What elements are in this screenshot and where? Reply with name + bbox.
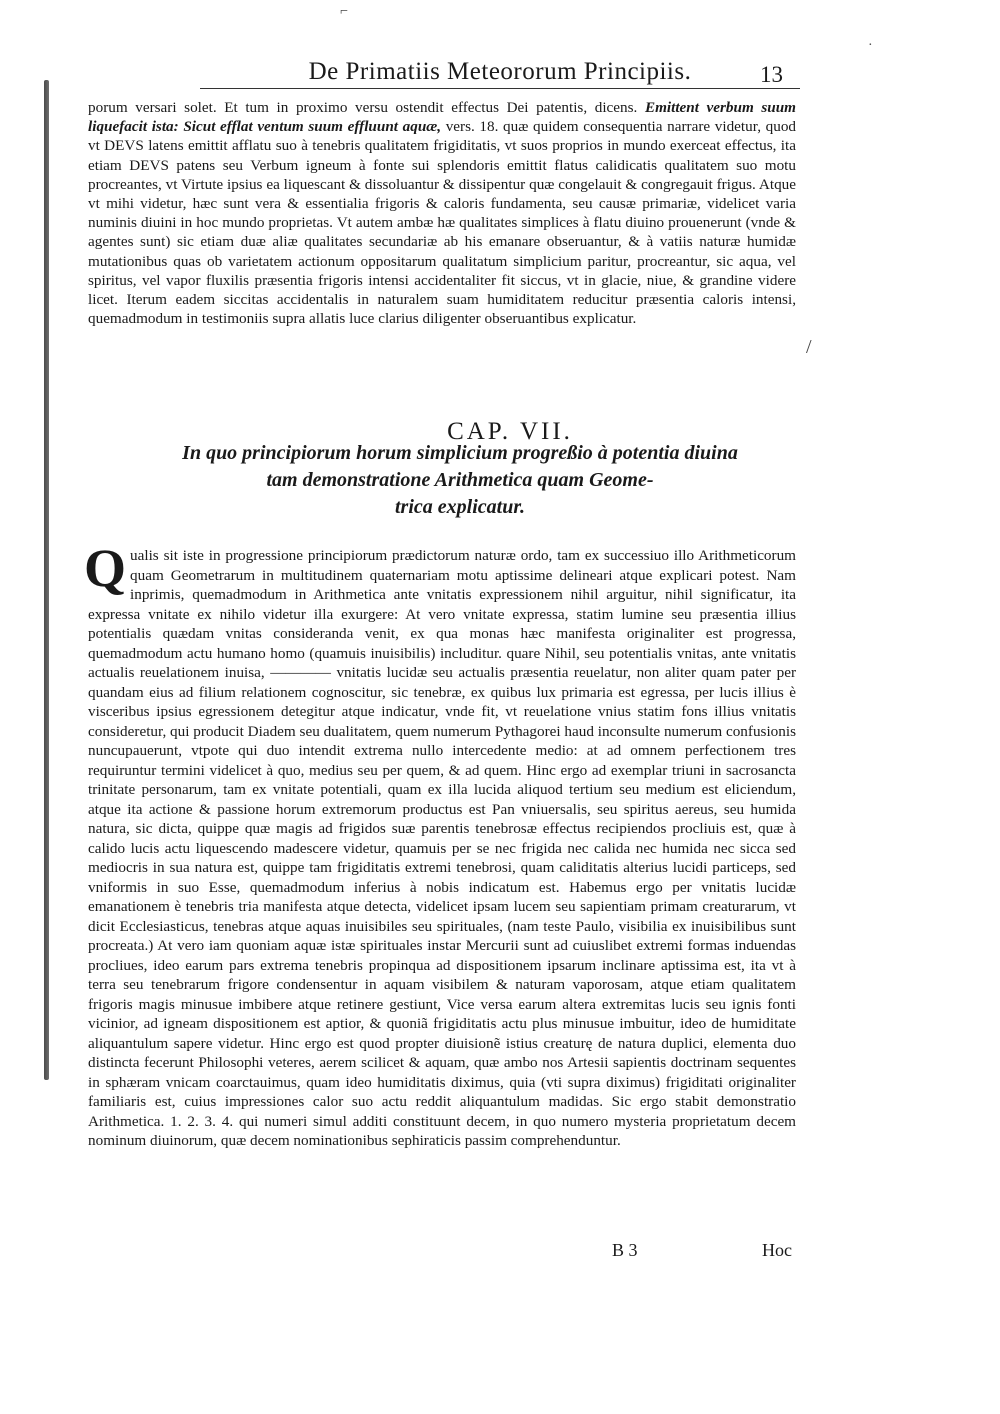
chapter-body	[84, 538, 796, 1151]
page-number: 13	[760, 62, 783, 87]
ink-speck: ·	[868, 38, 873, 53]
drop-capital: Q	[84, 538, 127, 598]
chapter-heading: CAP. VII.	[447, 418, 573, 445]
chapter-body-text: ualis sit iste in progressione principiorum prædictorum naturæ ordo, tam ex successiuo illo Arithmeticorum quam Geometrarum in multitudinem quaternariam motu aptissime delineari atque explicari potest. Nam inprimis, quemadmodum in Arithmetica ante vnitatis expressionem nihil arguitur, nihil significatur, ita expressa vnitate ex nihilo videtur illa exurgere: At vero vnitate expressa, statim lumine seu præsentia illius potentialis quædam vnitas consideranda venit, ex qua monas hæc manifesta originaliter est progressa, quemadmodum actu humano homo (quamuis inuisibilis) includitur. quare Nihil, seu potentialis vnitas, ante vnitatis actualis reuelationem inuisa, ———— vnitatis lucidæ seu actualis præsentia reuelatur, non aliter quam pater per quandam eius ad filium relationem cognoscitur, sic tenebræ, ex quibus lux primaria est egressa, per lucis illius è visceribus ipsius egressionem detegitur atque indicatur, vnde fit, vt reuelatione vnius statim fons illius vnitatis consideretur, qui producit Diadem seu dualitatem, quem numerum Pythagorei haud inconsulte numerum confusionis nuncupauerunt, vtpote qui duo intendit extrema nullo intercedente medio: at ad omnem perfectionem tres requiruntur termini videlicet à quo, medius seu per quem, & ad quem. Hinc ergo ad exemplar triuni in sacrosancta trinitate personarum, tam ex vnitate potentiali, quam ex illa lucida aliquod tertium seu medium est eliciendum, atque ita actione & passione horum extremorum productus est Pan vniuersalis, seu spiritus aereus, seu humida natura, sic dicta, quippe quæ magis ad frigidos suæ parentis tenebrosæ effectus recipiendos procliuis est, quæ à calido lucis actu liquescendo madescere videtur, quamuis per se nec frigida nec calida nec humida nec sicca sed mediocris in sua natura est, quippe tam frigiditatis extremi tenebrosi, quam caliditatis alterius lucidi particeps, sed vniformis in suo Esse, quemadmodum inferius à nobis indicatum est. Habemus ergo per vnitatis lucidæ emanationem è tenebris tria manifesta atque detecta, videlicet ipsam lucem seu sapientiam primam creaturarum, vt dicit Ecclesiasticus, tenebras atque aquas inuisibiles seu spirituales, (nam teste Paulo, visibilia ex inuisibilibus sunt procreata.) At vero iam quoniam aquæ istæ spirituales instar Mercurii sunt ad cuiuslibet extremi formas induendas procliues, ideo earum pars extrema tenebris propinqua ad dispositionem ipsarum inclinare aptissima est, ita vt à terra seu tenebrarum frigore condensentur in aquam visibilem & naturam vaporosam, atque etiam qualitatem frigoris magis minusue imbibere atque retinere gestiunt, Vice versa earum altera extremitas lucis seu ignis fonti vicinior, ad igneam dispositionem est aptior, & quoniã frigiditatis actu plus minusue imbuitur, ideo de humiditate aliquantulum sapere videtur. Hinc ergo est quod propter diuisionẽ istius creaturę de natura duplici, elementa duo distincta fecerunt Philosophi veteres, aerem scilicet & aquam, quæ ambo nos Artesii sapientis doctrinam sequentes in sphæram vnicam coarctauimus, quam ideo humiditatis diximus, quia (vti supra diximus) frigiditati originaliter familiaris est, cuius impressiones calor suo actu reddit aliquantulum madidas. Sic ergo stabit demonstratio Arithmetica. 1. 2. 3. 4. qui numeri simul additi constituunt decem, in quo numero mysteria proprietatum decem nominum diuinorum, quæ decem nominationibus sephiraticis passim comprehenduntur.	[88, 547, 796, 1149]
ink-speck: /	[806, 336, 812, 358]
subtitle-line: trica explicatur.	[395, 496, 525, 518]
subtitle-line: tam demonstratione Arithmetica quam Geome-	[266, 469, 654, 491]
subtitle-line: In quo principiorum horum simplicium progreßio à potentia diuina	[182, 442, 738, 464]
scripture-quote: Emittent verbum suum liquefacit ista: Sicut efflat ventum suum effluunt aquæ,	[88, 99, 796, 136]
running-title: De Primatiis Meteororum Principiis.	[200, 58, 800, 89]
paragraph-continued: porum versari solet. Et tum in proximo versu ostendit effectus Dei patentis, dicens. Emittent verbum suum liquefacit ista: Sicut efflat ventum suum effluunt aquæ, vers. 18. quæ quidem consequentia narrare videtur, quod vt DEVS latens emittit afflatu suo à tenebris qualitatem frigiditatis, vt suos proprios in mundo exerceat effectus, ita etiam DEVS patens seu Verbum igneum à fonte sui splendoris emittit flatus calidicatis qualitatem suo motu procreantes, vt Virtute ipsius ea liquescant & dissoluantur & dissipentur quæ congelauit & congregauit frigus. Atque vt mihi videtur, hæc sunt vera & essentialia frigoris & caloris fundamenta, seu causæ primariæ, videlicet varia numinis diuini in hoc mundo proprietas. Vt autem ambæ hæ qualitates simplices à flatu diuino prouenerunt (vnde & agentes sunt) sic etiam duæ aliæ qualitates secundariæ ab his emanare obseruantur, & à vatiis naturæ humidæ mutationibus quas ob varietatem actionum oppositarum qualitatum simplicium paritur, procreantur, sic aqua, vel spiritus, vel vapor fluxilis præsentia frigoris intensi accidentaliter fit siccus, vt in glacie, niue, & grandine videre licet. Iterum eadem siccitas accidentalis in naturalem suam humiditatem reducitur præsentia caloris intensi, quemadmodum in testimoniis supra allatis luce clarius diligenter obseruantibus explicatur.	[88, 99, 797, 328]
chapter-subtitle	[140, 440, 780, 521]
ink-speck: ⌐	[340, 4, 348, 19]
page-footer	[0, 1240, 1000, 1264]
binding-shadow	[44, 80, 49, 1080]
signature-mark: B 3	[612, 1240, 638, 1260]
catchword: Hoc	[762, 1240, 792, 1260]
